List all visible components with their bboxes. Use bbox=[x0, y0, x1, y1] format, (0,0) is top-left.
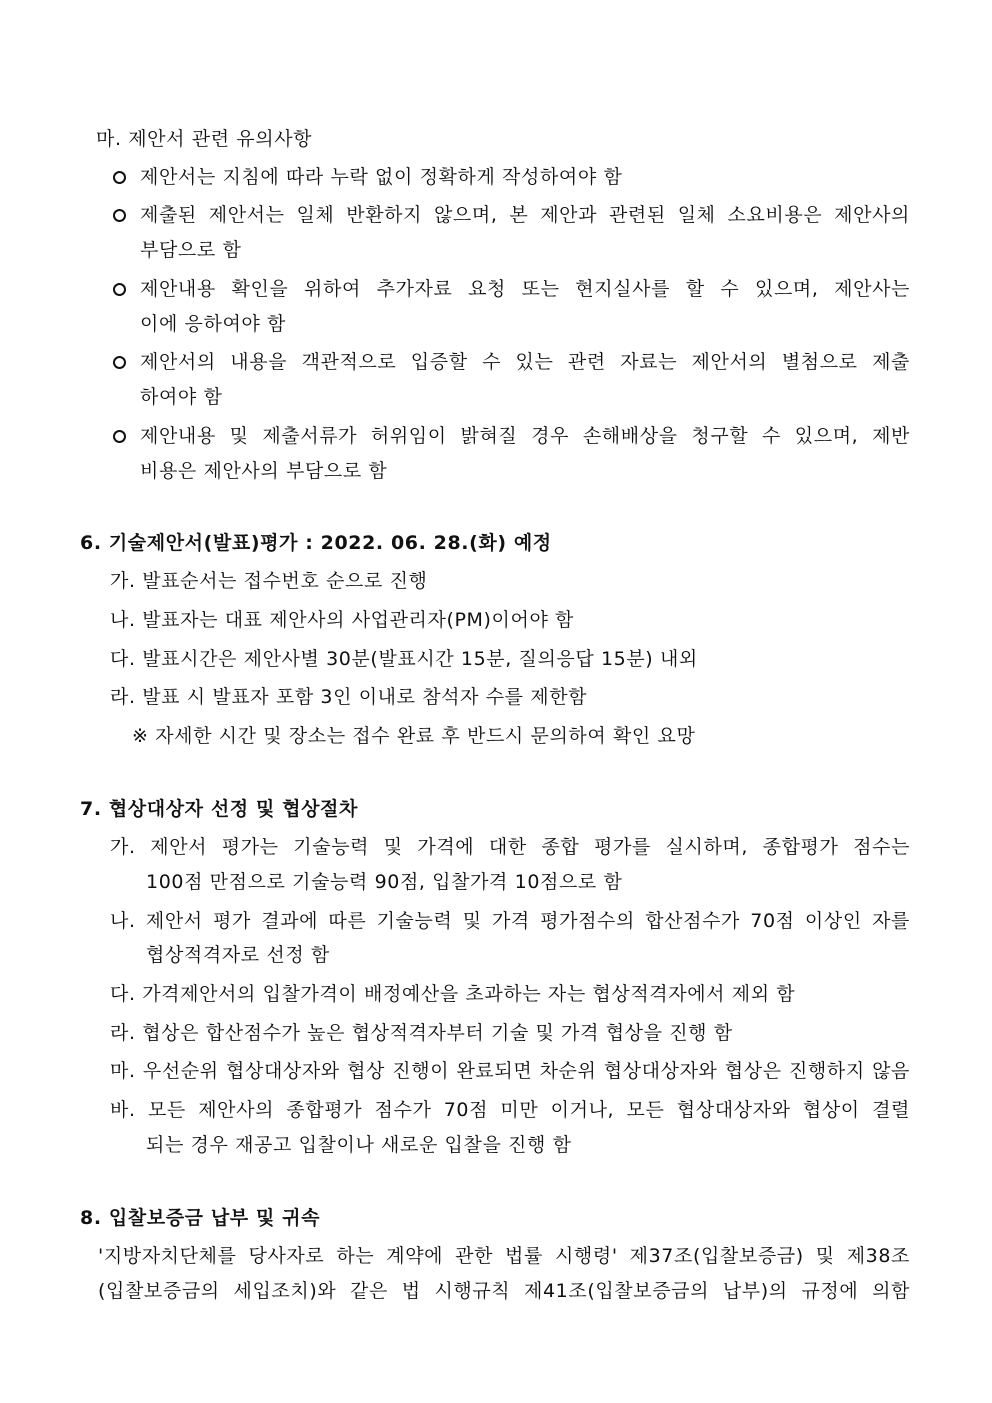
circle-bullet-icon bbox=[113, 356, 126, 369]
note-text: ※ 자세한 시간 및 장소는 접수 완료 후 반드시 문의하여 확인 요망 bbox=[132, 725, 696, 747]
list-item: 나. 발표자는 대표 제안사의 사업관리자(PM)이어야 함 bbox=[110, 609, 574, 631]
list-item: 라. 발표 시 발표자 포함 3인 이내로 참석자 수를 제한함 bbox=[110, 686, 588, 708]
list-item-continuation: 협상적격자로 선정 함 bbox=[146, 944, 330, 966]
list-item-continuation: 부담으로 함 bbox=[140, 239, 242, 261]
list-item: 마. 우선순위 협상대상자와 협상 진행이 완료되면 차순위 협상대상자와 협상은 진행하지 않음 bbox=[110, 1060, 910, 1082]
list-item: 나. 제안서 평가 결과에 따른 기술능력 및 가격 평가점수의 합산점수가 70점 이상인 자를 bbox=[110, 910, 910, 932]
subsection-title: 마. 제안서 관련 유의사항 bbox=[96, 128, 313, 150]
list-item: 제안내용 및 제출서류가 허위임이 밝혀질 경우 손해배상을 청구할 수 있으며, 제반 bbox=[140, 425, 910, 447]
section-heading: 6. 기술제안서(발표)평가 : 2022. 06. 28.(화) 예정 bbox=[80, 532, 552, 554]
list-item: 가. 제안서 평가는 기술능력 및 가격에 대한 종합 평가를 실시하며, 종합평가 점수는 bbox=[110, 836, 910, 858]
circle-bullet-icon bbox=[113, 209, 126, 222]
list-item: 제안내용 확인을 위하여 추가자료 요청 또는 현지실사를 할 수 있으며, 제안사는 bbox=[140, 278, 910, 300]
circle-bullet-icon bbox=[113, 283, 126, 296]
list-item: 제출된 제안서는 일체 반환하지 않으며, 본 제안과 관련된 일체 소요비용은 제안사의 bbox=[140, 204, 910, 226]
list-item: 다. 가격제안서의 입찰가격이 배정예산을 초과하는 자는 협상적격자에서 제외 함 bbox=[110, 983, 796, 1005]
list-item: 다. 발표시간은 제안사별 30분(발표시간 15분, 질의응답 15분) 내외 bbox=[110, 648, 698, 670]
circle-bullet-icon bbox=[113, 171, 126, 184]
list-item-continuation: 비용은 제안사의 부담으로 함 bbox=[140, 460, 388, 482]
circle-bullet-icon bbox=[113, 430, 126, 443]
section-heading: 7. 협상대상자 선정 및 협상절차 bbox=[80, 798, 358, 820]
list-item: 가. 발표순서는 접수번호 순으로 진행 bbox=[110, 570, 428, 592]
list-item-continuation: 되는 경우 재공고 입찰이나 새로운 입찰을 진행 함 bbox=[146, 1134, 572, 1156]
body-text: '지방자치단체를 당사자로 하는 계약에 관한 법률 시행령' 제37조(입찰보증금) 및 제38조 bbox=[98, 1245, 910, 1267]
list-item: 바. 모든 제안사의 종합평가 점수가 70점 미만 이거나, 모든 협상대상자와 협상이 결렬 bbox=[110, 1099, 910, 1121]
list-item: 제안서는 지침에 따라 누락 없이 정확하게 작성하여야 함 bbox=[140, 166, 623, 188]
list-item: 라. 협상은 합산점수가 높은 협상적격자부터 기술 및 가격 협상을 진행 함 bbox=[110, 1022, 733, 1044]
list-item-continuation: 이에 응하여야 함 bbox=[140, 313, 286, 335]
body-text: (입찰보증금의 세입조치)와 같은 법 시행규칙 제41조(입찰보증금의 납부)의 규정에 의함 bbox=[98, 1280, 910, 1302]
section-heading: 8. 입찰보증금 납부 및 귀속 bbox=[80, 1207, 321, 1229]
list-item-continuation: 하여야 함 bbox=[140, 386, 223, 408]
list-item-continuation: 100점 만점으로 기술능력 90점, 입찰가격 10점으로 함 bbox=[146, 871, 623, 893]
list-item: 제안서의 내용을 객관적으로 입증할 수 있는 관련 자료는 제안서의 별첨으로 제출 bbox=[140, 351, 910, 373]
